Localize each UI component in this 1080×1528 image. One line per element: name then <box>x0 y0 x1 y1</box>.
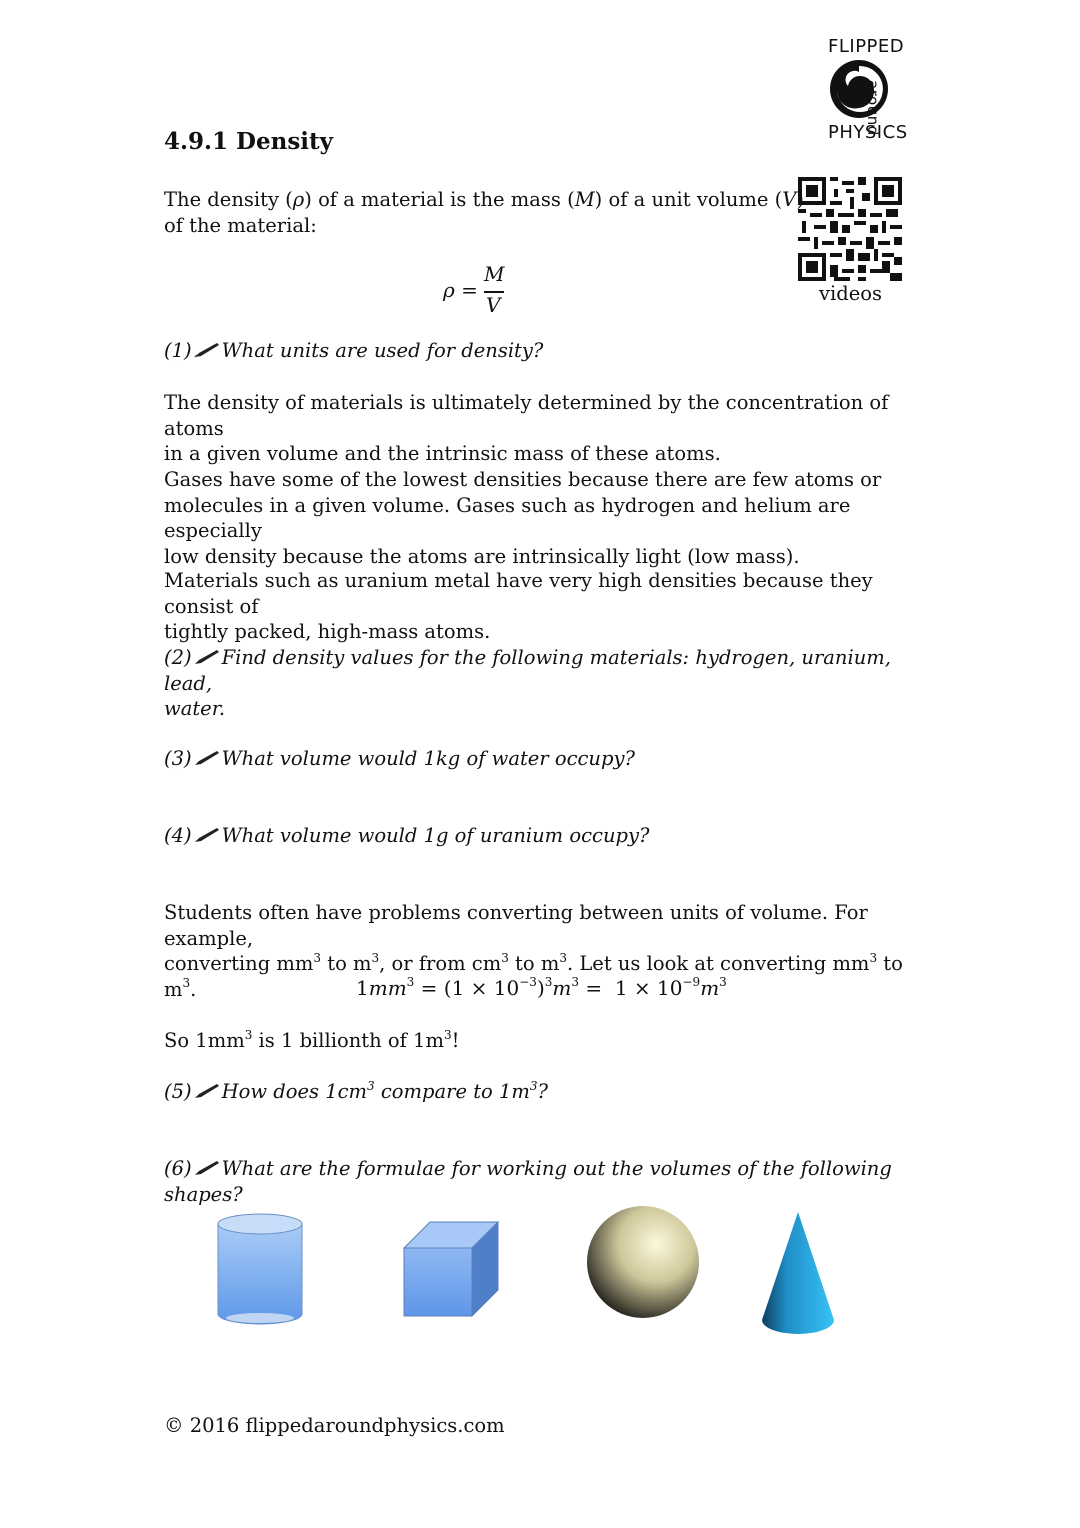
pencil-icon <box>193 341 221 359</box>
uranium-paragraph <box>164 568 924 645</box>
question-text: What volume would 1kg of water occupy? <box>221 747 635 770</box>
question-number: (3) <box>164 747 192 770</box>
intro-paragraph <box>164 187 924 238</box>
rho-symbol: ρ <box>292 188 305 211</box>
question-text: What are the formulae for working out the volumes of the following shapes? <box>164 1157 892 1206</box>
intro-text: ) <box>796 188 804 211</box>
superscript: 3 <box>182 976 191 990</box>
paragraph-text: , or from cm <box>379 952 502 975</box>
question-number: (6) <box>164 1157 192 1180</box>
paragraph-text: molecules in a given volume. Gases such as hydrogen and helium are especially <box>164 493 851 542</box>
volume-symbol: V <box>782 188 797 211</box>
mass-symbol: M <box>574 188 595 211</box>
formula-numerator: M <box>484 262 505 286</box>
superscript: 3 <box>571 975 579 990</box>
superscript: 3 <box>529 1078 538 1093</box>
superscript: 3 <box>869 950 878 965</box>
paragraph-text: to m <box>508 952 560 975</box>
formula-denominator: V <box>486 293 501 317</box>
paragraph-text: So 1mm <box>164 1029 245 1052</box>
question-4 <box>164 823 924 849</box>
intro-text: of the material: <box>164 213 317 237</box>
question-text: compare to 1m <box>374 1080 530 1103</box>
pencil-icon <box>193 648 221 666</box>
superscript: 3 <box>559 950 567 965</box>
intro-text: ) of a material is the mass ( <box>304 188 575 211</box>
footer-copyright: © 2016 flippedaroundphysics.com <box>164 1414 505 1437</box>
concentration-paragraph <box>164 390 924 467</box>
question-text: How does 1cm <box>221 1080 368 1103</box>
superscript: 3 <box>544 975 553 990</box>
question-text: What units are used for density? <box>221 339 544 362</box>
paragraph-text: in a given volume and the intrinsic mass of these atoms. <box>164 442 721 465</box>
paragraph-text: converting mm <box>164 952 314 975</box>
superscript: 3 <box>244 1027 253 1042</box>
superscript: 3 <box>443 1027 452 1042</box>
pencil-icon <box>193 1082 221 1100</box>
logo-top-word: FLIPPED <box>828 36 905 57</box>
eq-part: m <box>552 976 572 1000</box>
paragraph-text: low density because the atoms are intrinsically light (low mass). <box>164 544 800 568</box>
question-text: Find density values for the following materials: hydrogen, uranium, lead, <box>164 646 891 695</box>
page-title: 4.9.1 Density <box>164 128 334 155</box>
sphere-image <box>584 1203 702 1321</box>
question-number: (2) <box>164 646 192 669</box>
paragraph-text: tightly packed, high-mass atoms. <box>164 620 491 643</box>
question-text: What volume would 1g of uranium occupy? <box>221 824 650 847</box>
eq-part: mm <box>368 976 407 1000</box>
question-number: (1) <box>164 339 192 362</box>
paragraph-text: Students often have problems converting between units of volume. For example, <box>164 901 868 950</box>
paragraph-text: Materials such as uranium metal have very high densities because they consist of <box>164 569 873 618</box>
question-3 <box>164 746 924 772</box>
superscript: 3 <box>313 950 322 965</box>
billionth-paragraph <box>164 1028 924 1054</box>
paragraph-text: Gases have some of the lowest densities because there are few atoms or <box>164 468 882 491</box>
formula-lhs: ρ = <box>443 278 478 302</box>
superscript: 3 <box>367 1078 375 1093</box>
intro-text: ) of a unit volume ( <box>594 188 783 211</box>
question-6 <box>164 1156 924 1207</box>
question-5 <box>164 1079 924 1105</box>
logo-side-word: around <box>864 80 882 136</box>
question-text: ? <box>537 1080 548 1103</box>
pencil-icon <box>193 826 221 844</box>
superscript: 3 <box>719 975 727 990</box>
cylinder-image <box>214 1210 306 1330</box>
cone-image <box>758 1210 838 1340</box>
superscript: −3 <box>519 975 537 990</box>
superscript: 3 <box>371 950 380 965</box>
pencil-icon <box>193 1159 221 1177</box>
superscript: 3 <box>406 975 415 990</box>
question-text: water. <box>164 697 226 720</box>
logo-bottom-word: PHYSICS <box>828 122 908 143</box>
paragraph-text: . <box>190 977 197 1001</box>
eq-part: m <box>700 976 720 1000</box>
intro-text: The density ( <box>164 188 293 211</box>
paragraph-text: ! <box>451 1029 460 1052</box>
eq-part: ) <box>536 976 545 1000</box>
paragraph-text: to m <box>164 952 903 1001</box>
cube-image <box>400 1218 502 1320</box>
superscript: 3 <box>501 950 509 965</box>
eq-part: 1 <box>356 976 369 1000</box>
eq-part: = (1 × 10 <box>414 976 520 1000</box>
qr-caption: videos <box>819 282 883 305</box>
conversion-equation <box>356 976 727 1000</box>
question-number: (5) <box>164 1080 192 1103</box>
eq-part: = 1 × 10 <box>579 976 683 1000</box>
question-1 <box>164 338 924 364</box>
logo <box>820 36 920 146</box>
pencil-icon <box>193 749 221 767</box>
gases-paragraph <box>164 467 924 569</box>
question-2 <box>164 645 924 722</box>
question-number: (4) <box>164 824 192 847</box>
superscript: −9 <box>682 975 701 990</box>
paragraph-text: to m <box>321 952 372 975</box>
paragraph-text: is 1 billionth of 1m <box>252 1029 444 1052</box>
paragraph-text: The density of materials is ultimately determined by the concentration of atoms <box>164 391 889 440</box>
paragraph-text: . Let us look at converting mm <box>566 952 870 975</box>
